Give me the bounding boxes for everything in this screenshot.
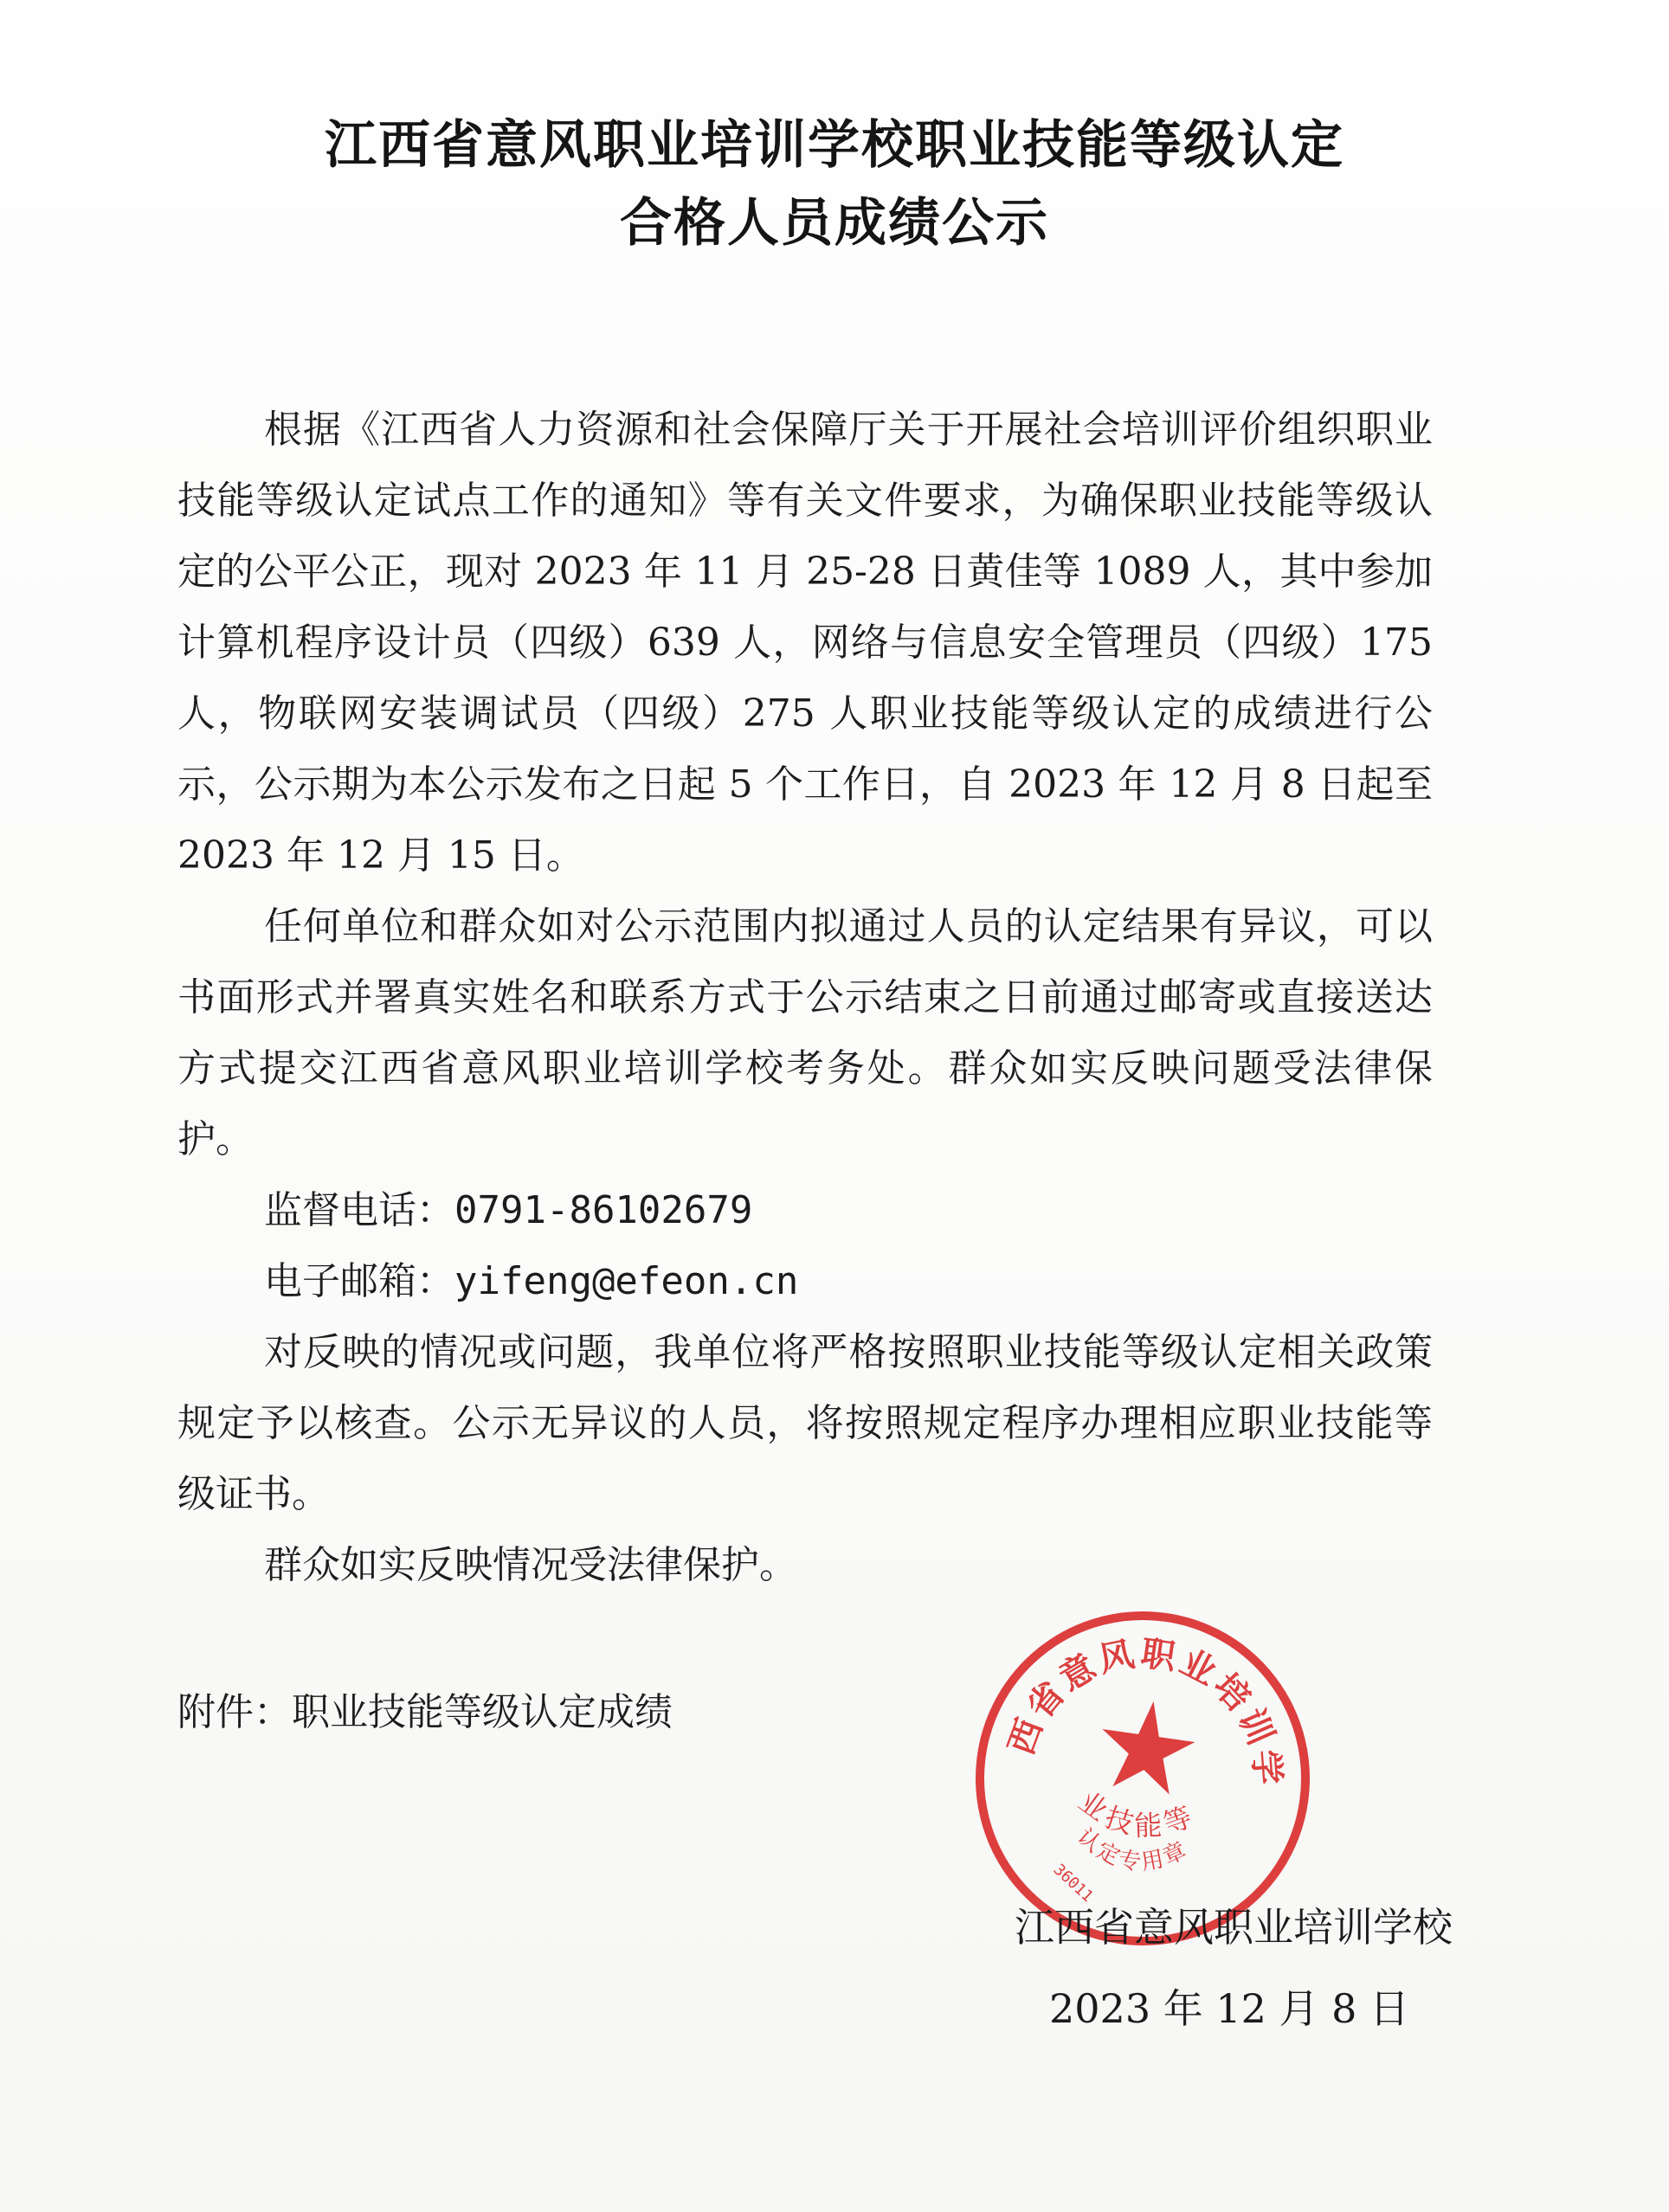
- paragraph-objection: 任何单位和群众如对公示范围内拟通过人员的认定结果有异议，可以书面形式并署真实姓名和联系方式于公示结束之日前通过邮寄或直接送达方式提交江西省意风职业培训学校考务处。群众如实反映问题受法律保护。: [177, 904, 1433, 1161]
- announcement-body: [177, 395, 1433, 1601]
- attachment-note: 附件：职业技能等级认定成绩: [177, 1690, 673, 1734]
- paragraph-basis: 根据《江西省人力资源和社会保障厅关于开展社会培训评价组织职业技能等级认定试点工作的通知》等有关文件要求，为确保职业技能等级认定的公平公正，现对 2023 年 11 月 25-28 日黄佳等 1089 人，其中参加计算机程序设计员（四级）639 人，网络与信息安全管理员（四级）175 人，物联网安装调试员（四级）275 人职业技能等级认定的成绩进行公示，公示期为本公示发布之日起 5 个工作日，自 2023 年 12 月 8 日起至 2023 年 12 月 15 日。: [177, 408, 1433, 878]
- title-line-1: 江西省意风职业培训学校职业技能等级认定: [325, 115, 1344, 176]
- contact-email: [177, 1246, 1433, 1317]
- seal-outer-text: 江西省意风职业培训学校: [1001, 1633, 1288, 1790]
- supervision-phone: [177, 1175, 1433, 1246]
- phone-label: 监督电话：: [264, 1188, 454, 1232]
- paragraph-protection: 群众如实反映情况受法律保护。: [264, 1543, 797, 1587]
- email-label: 电子邮箱：: [264, 1259, 454, 1303]
- seal-inner-text: 职业技能等级: [1072, 1784, 1202, 1843]
- signature-org: 江西省意风职业培训学校: [1015, 1904, 1453, 1951]
- seal-code: 36011: [1049, 1860, 1097, 1907]
- seal-bottom-text: 认定专用章: [1072, 1823, 1193, 1876]
- signature-date: 2023 年 12 月 8 日: [1049, 1985, 1409, 2032]
- phone-number: 0791-86102679: [454, 1188, 753, 1232]
- signature-block: [1015, 1887, 1453, 2049]
- title-line-2: 合格人员成绩公示: [620, 193, 1049, 254]
- paragraph-review: 对反映的情况或问题，我单位将严格按照职业技能等级认定相关政策规定予以核查。公示无异议的人员，将按照规定程序办理相应职业技能等级证书。: [177, 1330, 1433, 1516]
- email-address: yifeng@efeon.cn: [454, 1259, 799, 1303]
